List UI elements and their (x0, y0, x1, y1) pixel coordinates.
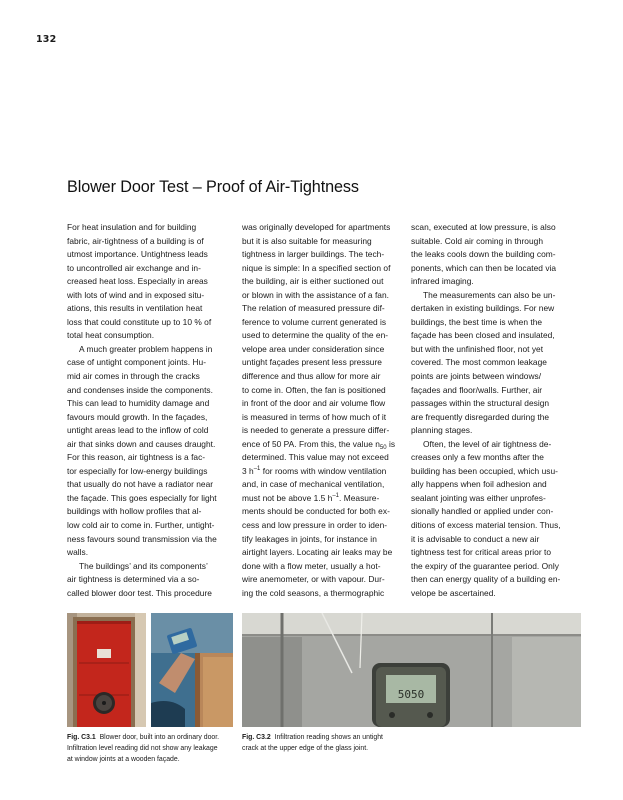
text-line: and condenses inside the components. (67, 384, 213, 395)
text-line: infrared imaging. (411, 276, 474, 287)
text-line: was originally developed for apartments (242, 222, 391, 232)
text-line: mid air comes in through the cracks (67, 371, 200, 382)
text-line: creases only a few months after the (411, 452, 544, 463)
text-fragment: 3 h (242, 465, 254, 476)
text-line: ing the cold seasons, a thermographic (242, 587, 385, 598)
text-line: loss that could constitute up to 10 % of (67, 316, 212, 327)
text-line: ponents, which can then be located via (411, 262, 557, 273)
text-line: covered. The most common leakage (411, 357, 547, 368)
caption-line: Infiltration level reading did not show any leakage (67, 744, 218, 752)
caption-line: at window joints at a wooden façade. (67, 755, 180, 763)
flow-meter-illustration (151, 613, 233, 727)
text-column-1 (67, 221, 241, 600)
caption-text: Blower door, built into an ordinary door. (99, 734, 220, 741)
text-line: walls. (67, 547, 89, 558)
caption-text: Infiltration reading shows an untight (274, 734, 383, 741)
text-line: The buildings’ and its components’ (79, 560, 208, 571)
figure-caption-1 (67, 733, 239, 765)
caption-line (242, 734, 383, 741)
text-line: For this reason, air tightness is a fac- (67, 452, 206, 463)
text-line: nique is simple: In a specified section of (242, 262, 391, 273)
text-line: wire anemometer, or with vapour. Dur- (242, 574, 385, 585)
text-line: creased heat loss. Especially in areas (67, 276, 208, 287)
text-line: determined. This value may not exceed (242, 452, 389, 463)
text-line: ditions of excess material tension. Thus, (411, 520, 561, 531)
text-line: velope area under consideration since (242, 343, 385, 354)
text-line: total heat consumption. (67, 330, 155, 341)
text-line: passages within the structural design (411, 398, 550, 409)
text-line (242, 492, 406, 506)
text-line: favours mould growth. In the façades, (67, 411, 208, 422)
thermo-meter-photo (242, 613, 581, 727)
text-fragment: . Measure- (339, 492, 380, 503)
text-line: The relation of measured pressure dif- (242, 303, 385, 314)
text-line: used to determine the quality of the en- (242, 330, 389, 341)
text-line: the expiry of the guarantee period. Only (411, 560, 559, 571)
text-line: low cold air to come in. Further, untight- (67, 520, 215, 531)
text-line: buildings with hollow profiles that al- (67, 506, 202, 517)
subscript: 50 (379, 444, 387, 451)
text-line: but with the unfinished floor, not yet (411, 343, 544, 354)
page-title: Blower Door Test – Proof of Air-Tightness (67, 178, 359, 196)
text-line: it is advisable to conduct a new air (411, 533, 540, 544)
text-line: to uncontrolled air exchange and in- (67, 262, 201, 273)
text-line: and, in case of mechanical ventilation, (242, 479, 385, 490)
text-line: cess and low pressure in order to iden- (242, 520, 388, 531)
text-line: is measured in terms of how much of it (242, 411, 387, 422)
text-line: is needed to generate a pressure differ- (242, 425, 390, 436)
figure-caption-2 (242, 733, 442, 755)
text-line: with lots of wind and in exposed situ- (67, 289, 205, 300)
text-line: tor especially for low-energy buildings (67, 465, 208, 476)
text-line: are frequently disregarded during the (411, 411, 550, 422)
caption-line (67, 734, 219, 741)
text-line: ations, this results in ventilation heat (67, 303, 203, 314)
text-line: buildings, the best time is when the (411, 316, 543, 327)
text-line: suitable. Cold air coming in through (411, 235, 544, 246)
text-line: façade has been closed and insulated, (411, 330, 555, 341)
text-line: ness favours sound transmission via the (67, 533, 217, 544)
text-line: sealant jointing was either unprofes- (411, 492, 546, 503)
text-column-3 (411, 221, 581, 600)
text-fragment: for rooms with window ventilation (260, 465, 387, 476)
infiltration-reading-illustration (242, 613, 581, 727)
text-line (242, 438, 406, 452)
text-fragment: ence of 50 PA. From this, the value n (242, 438, 380, 449)
caption-line: crack at the upper edge of the glass joint. (242, 744, 369, 752)
text-line: called blower door test. This procedure (67, 587, 212, 598)
text-line: scan, executed at low pressure, is also (411, 222, 556, 232)
text-line: façades and floor/walls. Further, air (411, 384, 543, 395)
text-line: fabric, air-tightness of a building is of (67, 235, 204, 246)
text-line: planning stages. (411, 425, 473, 436)
text-line (242, 465, 406, 479)
text-line: utmost importance. Untightness leads (67, 249, 208, 260)
text-line: the façade. This goes especially for light (67, 492, 217, 503)
meter-display-text: 5050 (397, 688, 425, 701)
blower-door-illustration (67, 613, 146, 727)
text-column-2 (242, 221, 406, 600)
figure-label: Fig. C3.2 (242, 734, 271, 741)
superscript: –1 (332, 492, 340, 499)
text-line: case of untight component joints. Hu- (67, 357, 207, 368)
text-line: points are joints between windows/ (411, 371, 542, 382)
text-line: sionally handled or applied under con- (411, 506, 554, 517)
text-line: velope be ascertained. (411, 587, 496, 598)
text-line: The measurements can also be un- (423, 289, 556, 300)
text-line: air tightness is determined via a so- (67, 574, 200, 585)
text-line: or blown in with the assistance of a fan. (242, 289, 389, 300)
text-line: tightness in larger buildings. The tech- (242, 249, 385, 260)
text-fragment: must not be above 1.5 h (242, 492, 333, 503)
blower-door-photo (67, 613, 146, 727)
text-line: untight façades present less pressure (242, 357, 382, 368)
text-line: but it is also suitable for measuring (242, 235, 372, 246)
flow-meter-photo (151, 613, 233, 727)
text-line: the building, air is either suctioned out (242, 276, 384, 287)
text-line: ally happens when foil adhesion and (411, 479, 547, 490)
text-line: This can lead to humidity damage and (67, 398, 210, 409)
text-line: untight areas lead to the inflow of cold (67, 425, 209, 436)
text-line: airtight layers. Locating air leaks may be (242, 547, 393, 558)
text-line: the leaks cools down the building com- (411, 249, 556, 260)
page-number: 132 (36, 34, 57, 45)
text-line: tify leakages in joints, for instance in (242, 533, 377, 544)
text-line: ments should be conducted for both ex- (242, 506, 390, 517)
text-line: ference to volume current generated is (242, 316, 387, 327)
text-line: A much greater problem happens in (79, 343, 213, 354)
figure-label: Fig. C3.1 (67, 734, 96, 741)
text-line: then can energy quality of a building en- (411, 574, 561, 585)
text-line: air that sinks down and causes draught. (67, 438, 216, 449)
text-line: to come in. Often, the fan is positioned (242, 384, 386, 395)
text-line: tightness test for critical areas prior to (411, 547, 552, 558)
text-line: done with a flow meter, usually a hot- (242, 560, 381, 571)
text-line: building has been occupied, which usu- (411, 465, 558, 476)
text-line: that usually do not have a radiator near (67, 479, 214, 490)
superscript: –1 (253, 465, 261, 472)
text-fragment: is (386, 438, 396, 449)
text-line: For heat insulation and for building (67, 222, 197, 232)
text-line: difference and thus allow for more air (242, 371, 381, 382)
text-line: Often, the level of air tightness de- (423, 438, 552, 449)
text-line: dertaken in existing buildings. For new (411, 303, 555, 314)
text-line: in front of the door and air volume flow (242, 398, 386, 409)
